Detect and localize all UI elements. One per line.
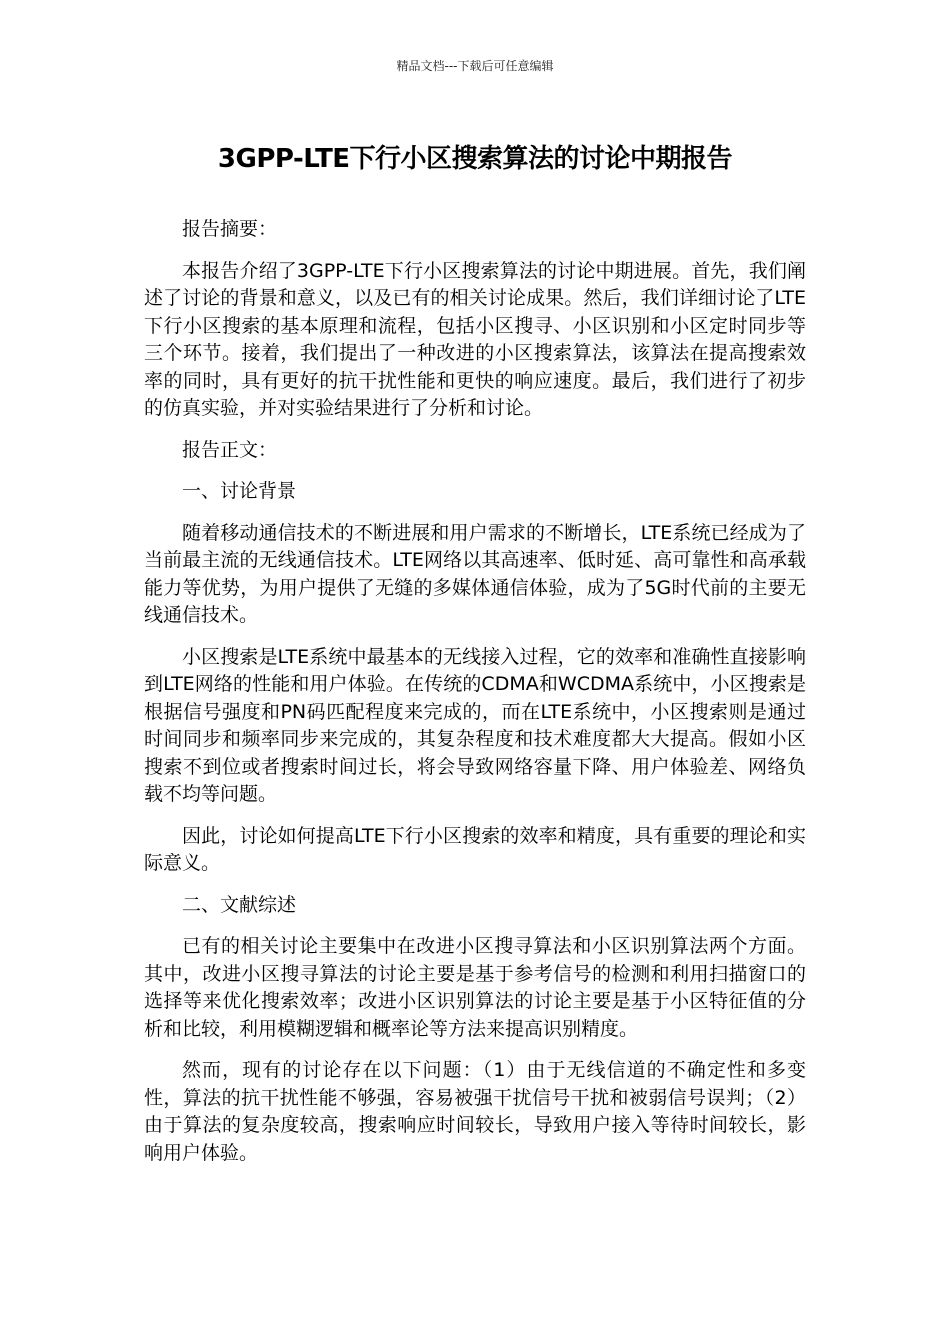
section-heading-literature: 二、文献综述: [182, 893, 297, 916]
background-paragraph-3: 因此，讨论如何提高LTE下行小区搜索的效率和精度，具有重要的理论和实际意义。: [144, 824, 806, 874]
document-body: [144, 216, 806, 1181]
background-paragraph-1: 随着移动通信技术的不断进展和用户需求的不断增长，LTE系统已经成为了当前最主流的无线通信技术。LTE网络以其高速率、低时延、高可靠性和高承载能力等优势，为用户提供了无缝的多媒体通信体验，成为了5G时代前的主要无线通信技术。: [144, 521, 806, 626]
document-title: 3GPP-LTE下行小区搜索算法的讨论中期报告: [217, 144, 733, 174]
page-header: 精品文档---下载后可任意编辑: [396, 59, 554, 73]
section-heading-background: 一、讨论背景: [182, 480, 297, 502]
background-paragraph-2: 小区搜索是LTE系统中最基本的无线接入过程，它的效率和准确性直接影响到LTE网络的性能和用户体验。在传统的CDMA和WCDMA系统中，小区搜索是根据信号强度和PN码匹配程度来完成的，而在LTE系统中，小区搜索则是通过时间同步和频率同步来完成的，其复杂程度和技术难度都大大提高。假如小区搜索不到位或者搜索时间过长，将会导致网络容量下降、用户体验差、网络负载不均等问题。: [144, 645, 806, 805]
literature-paragraph-2: 然而，现有的讨论存在以下问题：（1）由于无线信道的不确定性和多变性，算法的抗干扰性能不够强，容易被强干扰信号干扰和被弱信号误判；（2）由于算法的复杂度较高，搜索响应时间较长，导致用户接入等待时间较长，影响用户体验。: [144, 1059, 806, 1164]
body-heading: 报告正文：: [182, 438, 278, 461]
abstract-heading: 报告摘要：: [182, 218, 278, 240]
abstract-paragraph: 本报告介绍了3GPP-LTE下行小区搜索算法的讨论中期进展。首先，我们阐述了讨论的背景和意义，以及已有的相关讨论成果。然后，我们详细讨论了LTE下行小区搜索的基本原理和流程，包括小区搜寻、小区识别和小区定时同步等三个环节。接着，我们提出了一种改进的小区搜索算法，该算法在提高搜索效率的同时，具有更好的抗干扰性能和更快的响应速度。最后，我们进行了初步的仿真实验，并对实验结果进行了分析和讨论。: [144, 259, 806, 419]
literature-paragraph-1: 已有的相关讨论主要集中在改进小区搜寻算法和小区识别算法两个方面。其中，改进小区搜寻算法的讨论主要是基于参考信号的检测和利用扫描窗口的选择等来优化搜索效率；改进小区识别算法的讨论主要是基于小区特征值的分析和比较，利用模糊逻辑和概率论等方法来提高识别精度。: [144, 935, 806, 1040]
